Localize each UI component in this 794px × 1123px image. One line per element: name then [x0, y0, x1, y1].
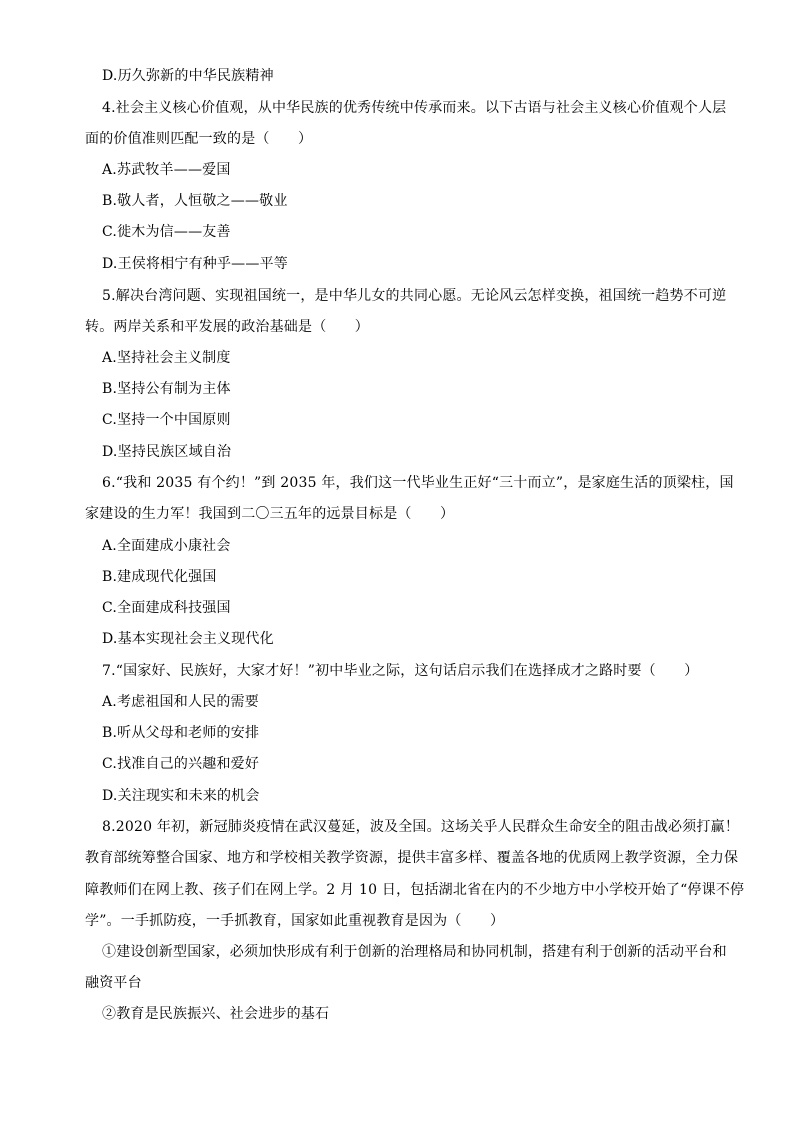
q3-option-d: D.历久弥新的中华民族精神 [102, 68, 274, 84]
q5-option-b: B.坚持公有制为主体 [102, 381, 231, 397]
q8-statement-1-line-1: ①建设创新型国家，必须加快形成有利于创新的治理格局和协同机制，搭建有利于创新的活动平台和 [102, 944, 727, 960]
q4-option-d: D.王侯将相宁有种乎——平等 [102, 256, 288, 272]
q4-option-c: C.徙木为信——友善 [102, 224, 231, 240]
q6-stem-line-2: 家建设的生力军！我国到二〇三五年的远景目标是（ ） [85, 506, 455, 522]
q6-option-d: D.基本实现社会主义现代化 [102, 631, 274, 647]
q8-stem-line-1: 8.2020 年初，新冠肺炎疫情在武汉蔓延，波及全国。这场关乎人民群众生命安全的阻击战必须打赢！ [102, 819, 740, 835]
q6-option-c: C.全面建成科技强国 [102, 600, 231, 616]
q8-statement-1-line-2: 融资平台 [85, 975, 142, 991]
q5-option-d: D.坚持民族区域自治 [102, 444, 232, 460]
q5-option-c: C.坚持一个中国原则 [102, 412, 231, 428]
q5-stem-line-2: 转。两岸关系和平发展的政治基础是（ ） [85, 319, 369, 335]
q4-option-b: B.敬人者，人恒敬之——敬业 [102, 193, 288, 209]
q8-statement-2: ②教育是民族振兴、社会进步的基石 [102, 1006, 330, 1022]
q4-option-a: A.苏武牧羊——爱国 [102, 162, 231, 178]
q8-stem-line-4: 学”。一手抓防疫，一手抓教育，国家如此重视教育是因为（ ） [85, 913, 505, 929]
q5-option-a: A.坚持社会主义制度 [102, 350, 231, 366]
q8-stem-line-2: 教育部统筹整合国家、地方和学校相关教学资源，提供丰富多样、覆盖各地的优质网上教学资源，全力保 [85, 850, 739, 866]
q4-stem-line-1: 4.社会主义核心价值观，从中华民族的优秀传统中传承而来。以下古语与社会主义核心价值观个人层 [102, 100, 727, 116]
q7-option-a: A.考虑祖国和人民的需要 [102, 694, 259, 710]
q7-stem: 7.“国家好、民族好，大家才好！”初中毕业之际，这句话启示我们在选择成才之路时要（ ） [102, 663, 699, 679]
q7-option-d: D.关注现实和未来的机会 [102, 788, 260, 804]
q7-option-c: C.找准自己的兴趣和爱好 [102, 756, 260, 772]
q6-option-a: A.全面建成小康社会 [102, 538, 231, 554]
q7-option-b: B.听从父母和老师的安排 [102, 725, 260, 741]
q6-option-b: B.建成现代化强国 [102, 569, 217, 585]
q4-stem-line-2: 面的价值准则匹配一致的是（ ） [85, 131, 313, 147]
q8-stem-line-3: 障教师们在网上教、孩子们在网上学。2 月 10 日，包括湖北省在内的不少地方中小学校开始了“停课不停 [85, 882, 745, 898]
q6-stem-line-1: 6.“我和 2035 有个约！”到 2035 年，我们这一代毕业生正好“三十而立”，是家庭生活的顶梁柱，国 [102, 475, 734, 491]
q5-stem-line-1: 5.解决台湾问题、实现祖国统一，是中华儿女的共同心愿。无论风云怎样变换，祖国统一趋势不可逆 [102, 288, 727, 304]
